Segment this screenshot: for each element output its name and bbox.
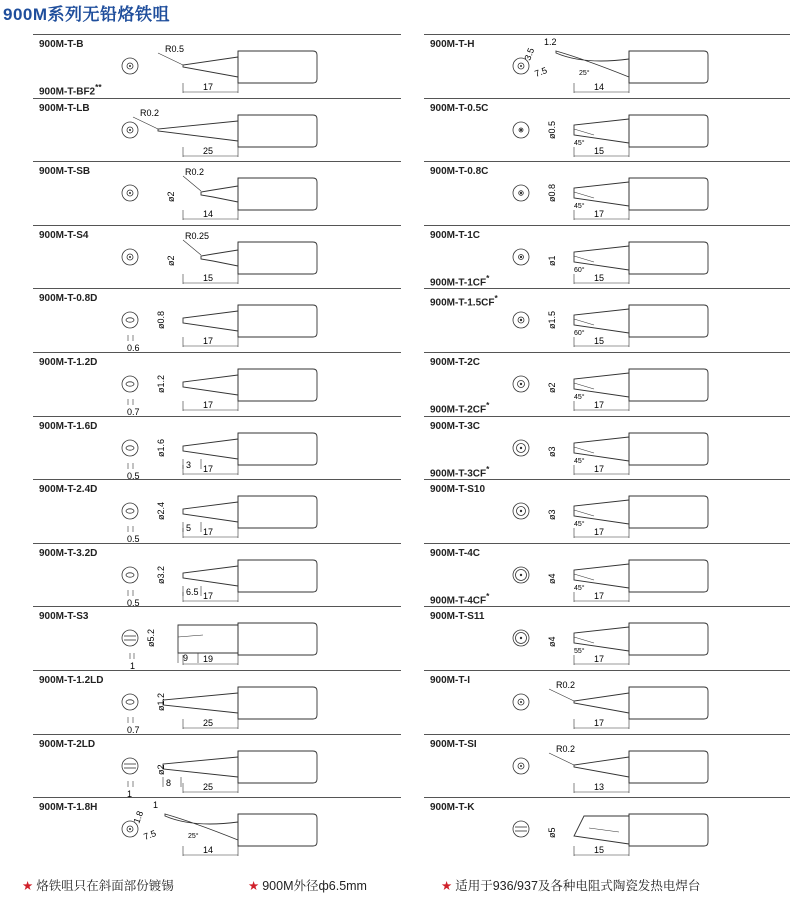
end-view-icon [122, 440, 138, 456]
svg-text:45°: 45° [574, 521, 585, 529]
svg-text:1: 1 [130, 661, 136, 672]
svg-text:ø0.8: ø0.8 [547, 184, 557, 203]
tip-length: 13 [594, 781, 605, 792]
model-name: 900M-T-S11 [430, 611, 485, 623]
tip-row [424, 288, 790, 352]
end-view-icon [513, 503, 529, 519]
model-name: 900M-T-0.5C [430, 102, 489, 114]
model-name: 900M-T-1.5CF* [430, 293, 498, 309]
tip-body-shape [629, 51, 708, 83]
svg-text:55°: 55° [574, 648, 585, 656]
tip-length: 17 [594, 463, 605, 474]
model-name: 900M-T-K [430, 802, 475, 814]
svg-text:7.5: 7.5 [142, 828, 158, 843]
tip-row [33, 606, 401, 670]
end-view-icon [513, 185, 529, 201]
svg-text:R0.2: R0.2 [556, 743, 576, 754]
svg-text:ø3: ø3 [547, 446, 557, 457]
tip-length: 14 [203, 209, 214, 220]
svg-text:45°: 45° [574, 139, 585, 147]
model-name: 900M-T-S3 [39, 611, 89, 623]
tip-drawing [424, 35, 790, 98]
svg-text:60°: 60° [574, 266, 585, 274]
svg-text:0.5: 0.5 [127, 597, 140, 608]
tip-length: 17 [594, 590, 605, 601]
model-name: 900M-T-S10 [430, 484, 486, 496]
tip-row [33, 225, 401, 289]
svg-text:ø1.5: ø1.5 [547, 311, 557, 330]
svg-text:ø0.5: ø0.5 [547, 120, 557, 139]
model-name-alt: 900M-T-4CF* [430, 590, 490, 607]
tip-row [424, 98, 790, 162]
tip-row [424, 606, 790, 670]
model-name: 900M-T-SI [430, 738, 477, 750]
tip-body-shape [238, 496, 317, 528]
tip-length: 17 [203, 82, 214, 92]
tip-drawing [424, 735, 790, 798]
model-name: 900M-T-3.2D [39, 547, 98, 559]
end-view-icon [122, 630, 138, 646]
end-view-icon [122, 249, 138, 265]
model-name: 900M-T-3C [430, 420, 481, 432]
end-view-icon [122, 58, 138, 74]
svg-text:ø3: ø3 [547, 509, 557, 521]
tip-row [424, 34, 790, 98]
svg-text:9: 9 [183, 653, 189, 664]
svg-text:7.5: 7.5 [533, 65, 549, 79]
tip-row [424, 225, 790, 289]
svg-text:ø2: ø2 [166, 191, 176, 203]
tip-drawing [424, 671, 790, 734]
svg-text:ø2: ø2 [156, 764, 166, 775]
svg-text:45°: 45° [574, 584, 585, 592]
svg-text:ø3.2: ø3.2 [156, 565, 166, 584]
end-view-icon [513, 440, 529, 456]
tip-body-shape [238, 305, 317, 337]
svg-text:ø2: ø2 [547, 382, 557, 393]
footer-note-3: ★ 适用于936/937及各种电阻式陶瓷发热电焊台 [441, 879, 701, 893]
tip-body-shape [629, 496, 708, 528]
model-name: 900M-T-1C [430, 229, 481, 241]
svg-text:ø2: ø2 [166, 255, 176, 266]
tip-length: 17 [203, 463, 214, 474]
tip-body-shape [238, 115, 317, 147]
tip-length: 17 [203, 336, 214, 347]
end-view-icon [513, 694, 529, 710]
tip-row [424, 734, 790, 798]
footer-note-1: ★ 烙铁咀只在斜面部份镀锡 [22, 879, 174, 893]
tip-length: 17 [203, 590, 214, 601]
tip-row [33, 797, 401, 861]
tip-row [424, 352, 790, 416]
svg-text:ø1.2: ø1.2 [156, 374, 166, 393]
tip-length: 17 [594, 717, 605, 728]
svg-text:R0.2: R0.2 [185, 167, 205, 178]
tip-row [424, 416, 790, 480]
model-name: 900M-T-2C [430, 356, 481, 368]
model-name-alt: 900M-T-1CF* [430, 272, 490, 289]
tip-body-shape [629, 560, 708, 592]
tip-length: 19 [203, 654, 214, 665]
end-view-icon [513, 630, 529, 646]
tip-length: 17 [594, 399, 605, 410]
svg-text:6.5: 6.5 [186, 586, 199, 597]
model-name: 900M-T-H [430, 39, 475, 50]
tip-body-shape [629, 751, 708, 783]
svg-text:R0.2: R0.2 [556, 679, 576, 690]
tip-length: 17 [594, 654, 605, 665]
svg-text:ø4: ø4 [547, 573, 557, 584]
svg-text:ø4: ø4 [547, 636, 557, 648]
tip-body-shape [629, 623, 708, 655]
end-view-icon [122, 122, 138, 138]
end-view-icon [122, 567, 138, 583]
svg-text:ø5: ø5 [547, 827, 557, 839]
tip-row [33, 98, 401, 162]
tip-body-shape [238, 623, 317, 655]
svg-text:1.2: 1.2 [544, 37, 557, 47]
tip-body-shape [238, 51, 317, 83]
tip-body-shape [629, 115, 708, 147]
svg-text:45°: 45° [574, 393, 585, 401]
tip-length: 15 [594, 845, 605, 856]
left-column [33, 34, 401, 861]
tip-body-shape [238, 178, 317, 210]
end-view-icon [122, 758, 138, 774]
tip-body-shape [629, 433, 708, 465]
svg-text:8: 8 [166, 777, 172, 788]
svg-text:ø2.4: ø2.4 [156, 502, 166, 521]
model-name: 900M-T-1.8H [39, 802, 98, 814]
tip-drawing [424, 798, 790, 861]
end-view-icon [513, 376, 529, 392]
tip-length: 25 [203, 717, 214, 728]
end-view-icon [513, 758, 529, 774]
star-icon: ★ [248, 879, 260, 893]
tip-body-shape [629, 814, 708, 846]
model-name-alt: 900M-T-2CF* [430, 399, 490, 416]
tip-row [424, 161, 790, 225]
star-icon: ★ [441, 879, 453, 893]
tip-length: 17 [594, 209, 605, 220]
tip-row [424, 479, 790, 543]
svg-text:1.8: 1.8 [131, 809, 146, 825]
end-view-icon [122, 694, 138, 710]
end-view-icon [122, 503, 138, 519]
tip-body-shape [238, 560, 317, 592]
svg-text:1: 1 [127, 788, 133, 799]
model-name-alt: 900M-T-3CF* [430, 463, 490, 479]
tip-length: 15 [594, 336, 605, 347]
end-view-icon [513, 567, 529, 583]
svg-text:3.5: 3.5 [522, 46, 537, 62]
tip-body-shape [238, 369, 317, 401]
tip-body-shape [629, 687, 708, 719]
svg-text:0.5: 0.5 [127, 470, 140, 481]
tip-length: 25 [203, 145, 214, 156]
tip-row [33, 161, 401, 225]
tip-length: 17 [203, 399, 214, 410]
svg-text:ø0.8: ø0.8 [156, 311, 166, 330]
end-view-icon [122, 376, 138, 392]
model-name: 900M-T-1.2LD [39, 674, 104, 686]
svg-text:ø5.2: ø5.2 [146, 629, 156, 648]
svg-text:ø1.6: ø1.6 [156, 438, 166, 457]
svg-text:60°: 60° [574, 330, 585, 338]
tip-body-shape [629, 305, 708, 337]
svg-text:3: 3 [186, 459, 192, 470]
model-name: 900M-T-S4 [39, 229, 89, 241]
svg-text:25°: 25° [188, 833, 199, 841]
model-name: 900M-T-1.2D [39, 356, 98, 368]
tip-row [33, 479, 401, 543]
svg-text:R0.5: R0.5 [165, 44, 185, 54]
tip-length: 14 [594, 82, 605, 92]
tip-length: 15 [594, 272, 605, 283]
tip-length: 15 [203, 272, 214, 283]
tip-length: 15 [594, 145, 605, 156]
model-name-alt: 900M-T-BF2** [39, 82, 102, 98]
end-view-icon [513, 249, 529, 265]
footer-note-2: ★ 900M外径ф6.5mm [248, 879, 367, 893]
model-name: 900M-T-I [430, 674, 471, 686]
end-view-icon [513, 122, 529, 138]
end-view-icon [513, 312, 529, 328]
model-name: 900M-T-LB [39, 102, 90, 114]
tip-body-shape [629, 242, 708, 274]
svg-text:0.5: 0.5 [127, 534, 140, 545]
svg-text:25°: 25° [579, 70, 590, 77]
svg-text:1: 1 [153, 800, 159, 811]
svg-text:45°: 45° [574, 203, 585, 211]
model-name: 900M-T-SB [39, 166, 91, 178]
svg-text:0.7: 0.7 [127, 724, 140, 735]
tip-row [33, 416, 401, 480]
model-name: 900M-T-4C [430, 547, 481, 559]
end-view-icon [513, 821, 529, 837]
tip-body-shape [238, 433, 317, 465]
svg-text:R0.25: R0.25 [185, 230, 210, 241]
tip-row [33, 734, 401, 798]
svg-text:45°: 45° [574, 457, 585, 465]
tip-body-shape [238, 751, 317, 783]
end-view-icon [122, 312, 138, 328]
model-name: 900M-T-2.4D [39, 484, 98, 496]
model-name: 900M-T-1.6D [39, 420, 98, 432]
svg-text:ø1.2: ø1.2 [156, 692, 166, 711]
model-name: 900M-T-0.8D [39, 293, 98, 305]
tip-row [33, 352, 401, 416]
model-name: 900M-T-2LD [39, 738, 96, 750]
star-icon: ★ [22, 879, 34, 893]
svg-text:0.6: 0.6 [127, 343, 140, 354]
svg-text:ø1: ø1 [547, 255, 557, 266]
tip-row [33, 543, 401, 607]
tip-body-shape [629, 178, 708, 210]
tip-body-shape [238, 814, 317, 846]
tip-body-shape [629, 369, 708, 401]
model-name: 900M-T-0.8C [430, 166, 489, 178]
page-title: 900M系列无铅烙铁咀 [3, 5, 171, 24]
tip-row [424, 543, 790, 607]
tip-row [424, 670, 790, 734]
tip-row [424, 797, 790, 861]
end-view-icon [122, 185, 138, 201]
tip-length: 25 [203, 781, 214, 792]
svg-text:R0.2: R0.2 [140, 107, 160, 118]
svg-text:5: 5 [186, 523, 192, 534]
tip-body-shape [238, 687, 317, 719]
svg-text:0.7: 0.7 [127, 406, 140, 417]
tip-body-shape [238, 242, 317, 274]
model-name: 900M-T-B [39, 39, 84, 50]
tip-length: 14 [203, 845, 214, 856]
tip-length: 17 [594, 527, 605, 538]
tip-row [33, 34, 401, 98]
tip-row [33, 288, 401, 352]
tip-row [33, 670, 401, 734]
right-column [424, 34, 790, 861]
tip-length: 17 [203, 527, 214, 538]
